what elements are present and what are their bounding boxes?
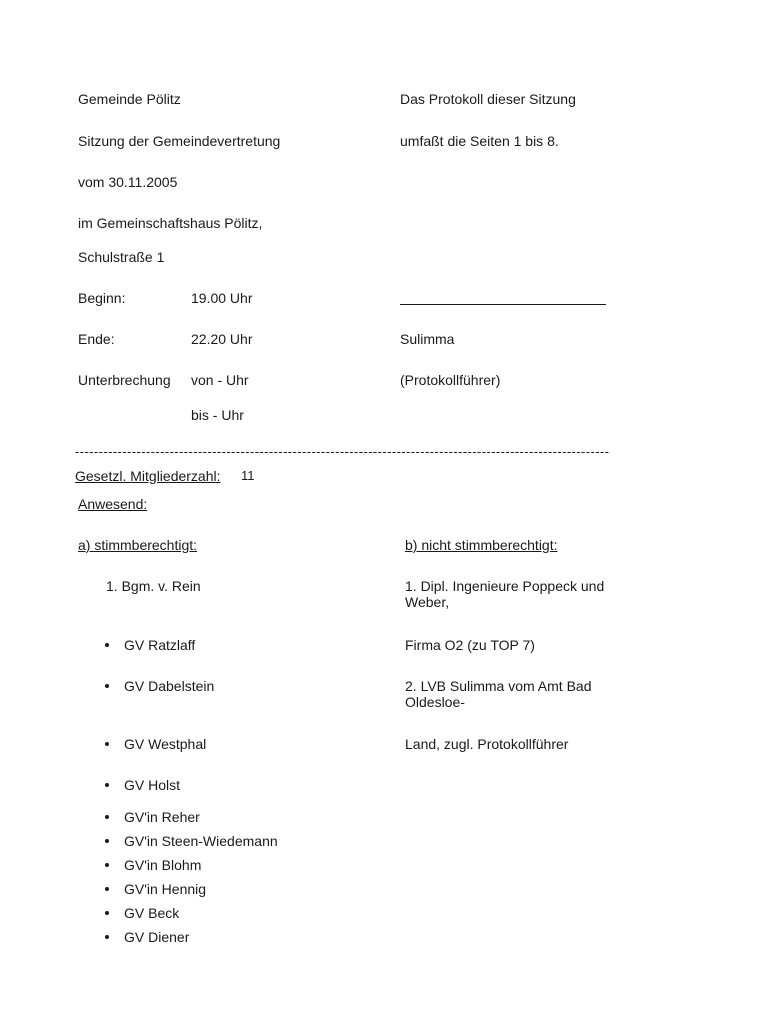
voting-member: GV Diener xyxy=(124,929,190,945)
bullet-icon xyxy=(105,815,109,819)
bullet-icon xyxy=(105,863,109,867)
voting-member: GV'in Blohm xyxy=(124,857,202,873)
bullet-icon xyxy=(105,684,109,688)
bullet-icon xyxy=(105,935,109,939)
municipality-name: Gemeinde Pölitz xyxy=(78,91,181,107)
voting-member: GV Ratzlaff xyxy=(124,637,196,653)
voting-member: GV Beck xyxy=(124,905,180,921)
end-label: Ende: xyxy=(78,331,115,347)
member-count-value: 11 xyxy=(241,468,255,483)
begin-label: Beginn: xyxy=(78,290,126,306)
bullet-icon xyxy=(105,887,109,891)
protocol-note-line1: Das Protokoll dieser Sitzung xyxy=(400,91,576,107)
bullet-icon xyxy=(105,643,109,647)
voting-member: GV'in Steen-Wiedemann xyxy=(124,833,278,849)
nonvoting-member: 1. Dipl. Ingenieure Poppeck und Weber, xyxy=(405,578,605,610)
break-from: von - Uhr xyxy=(191,372,249,388)
nonvoting-heading: b) nicht stimmberechtigt: xyxy=(405,537,558,553)
voting-heading: a) stimmberechtigt: xyxy=(78,537,198,553)
present-label: Anwesend: xyxy=(78,496,148,512)
begin-value: 19.00 Uhr xyxy=(191,290,253,306)
meeting-date: vom 30.11.2005 xyxy=(78,174,178,190)
meeting-location: im Gemeinschaftshaus Pölitz, xyxy=(78,215,263,231)
nonvoting-member: Land, zugl. Protokollführer xyxy=(405,736,569,752)
bullet-icon xyxy=(105,742,109,746)
break-to: bis - Uhr xyxy=(191,407,244,423)
signature-role: (Protokollführer) xyxy=(400,372,501,388)
voting-member: GV'in Hennig xyxy=(124,881,207,897)
signature-line xyxy=(400,304,606,305)
voting-member: GV'in Reher xyxy=(124,809,200,825)
break-label: Unterbrechung xyxy=(78,372,171,388)
voting-member: GV Holst xyxy=(124,777,181,793)
voting-member: GV Westphal xyxy=(124,736,207,752)
nonvoting-member: 2. LVB Sulimma vom Amt Bad Oldesloe- xyxy=(405,678,592,710)
voting-member: GV Dabelstein xyxy=(124,678,215,694)
bullet-icon xyxy=(105,911,109,915)
meeting-street: Schulstraße 1 xyxy=(78,249,165,265)
signature-name: Sulimma xyxy=(400,331,455,347)
member-count-label: Gesetzl. Mitgliederzahl: xyxy=(75,468,221,484)
voting-member: 1. Bgm. v. Rein xyxy=(106,578,201,594)
nonvoting-member: Firma O2 (zu TOP 7) xyxy=(405,637,535,653)
section-divider: ----------------------------------------------------------------------------------------------------------------- xyxy=(75,444,610,459)
protocol-note-line2: umfaßt die Seiten 1 bis 8. xyxy=(400,133,559,149)
meeting-title: Sitzung der Gemeindevertretung xyxy=(78,133,281,149)
bullet-icon xyxy=(105,783,109,787)
end-value: 22.20 Uhr xyxy=(191,331,253,347)
bullet-icon xyxy=(105,839,109,843)
